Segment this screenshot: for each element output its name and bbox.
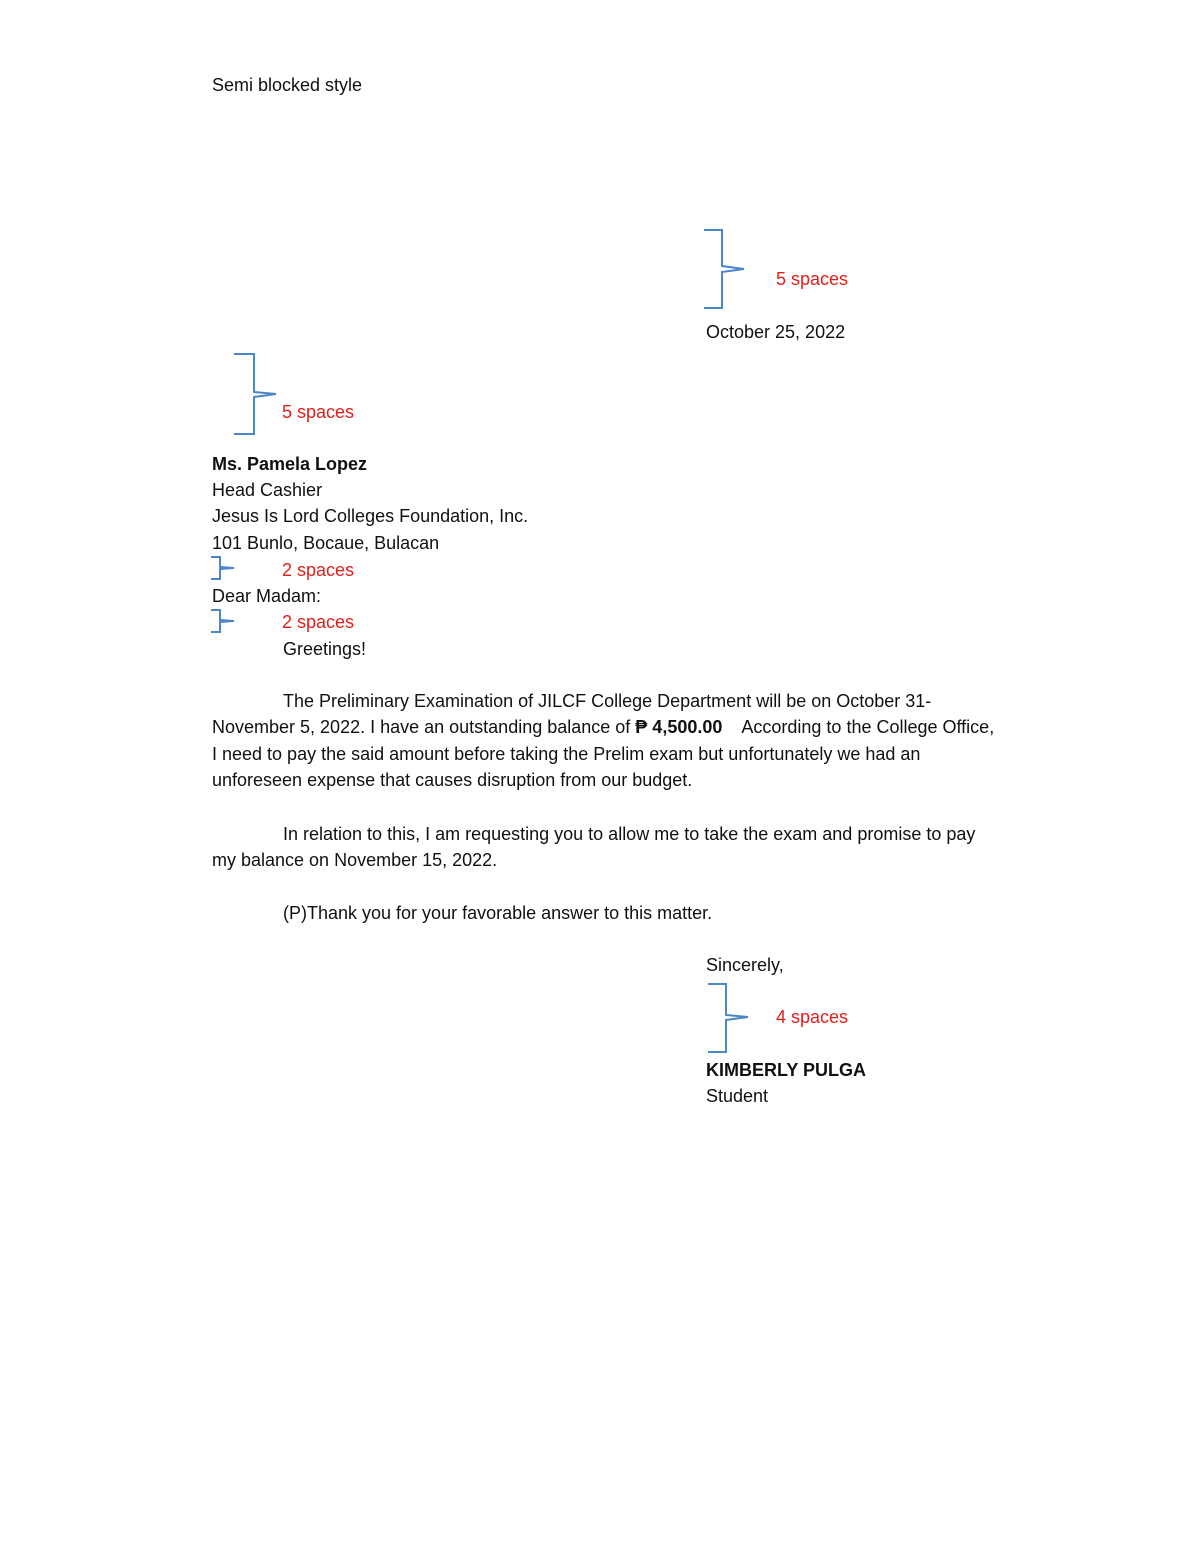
signature-spacing-annotation: 4 spaces (776, 1007, 849, 1027)
salutation: Dear Madam: (212, 586, 322, 606)
salutation-spacing-annotation-2: 2 spaces (282, 612, 355, 632)
outstanding-balance-amount: ₱ 4,500.00 (635, 717, 723, 738)
greeting: Greetings! (283, 639, 367, 659)
body-paragraph-1 (212, 688, 1002, 794)
date-spacing-brace-icon (700, 226, 750, 312)
signer-name: KIMBERLY PULGA (706, 1060, 867, 1080)
body-paragraph-2: In relation to this, I am requesting you to allow me to take the exam and promise to pay my balance on November 15, 2022. (212, 824, 976, 871)
signer-title: Student (706, 1086, 769, 1106)
closing: Sincerely, (706, 955, 784, 975)
salutation-spacing-brace-icon (208, 554, 238, 584)
address-spacing-brace-icon (230, 350, 280, 438)
salutation-spacing-annotation-1: 2 spaces (282, 560, 355, 580)
recipient-organization: Jesus Is Lord Colleges Foundation, Inc. (212, 506, 529, 526)
letter-date: October 25, 2022 (706, 322, 846, 342)
recipient-name: Ms. Pamela Lopez (212, 454, 368, 474)
style-label: Semi blocked style (212, 75, 363, 95)
signature-spacing-brace-icon (704, 980, 752, 1056)
body-paragraph-3: (P)Thank you for your favorable answer to this matter. (283, 903, 713, 923)
recipient-address: 101 Bunlo, Bocaue, Bulacan (212, 533, 440, 553)
greeting-spacing-brace-icon (208, 607, 238, 637)
body-p1-text-a: The Preliminary Examination of JILCF College Department will be on October 31- November 5, 2022. I have an outstanding balance of (212, 691, 932, 738)
recipient-title: Head Cashier (212, 480, 323, 500)
body-p1-text-b: According to the College Office, I need to pay the said amount before taking the Prelim exam but unfortunately we had an unforeseen expense that causes disruption from our budget. (212, 717, 1000, 791)
address-spacing-annotation: 5 spaces (282, 402, 355, 422)
date-spacing-annotation: 5 spaces (776, 269, 849, 289)
